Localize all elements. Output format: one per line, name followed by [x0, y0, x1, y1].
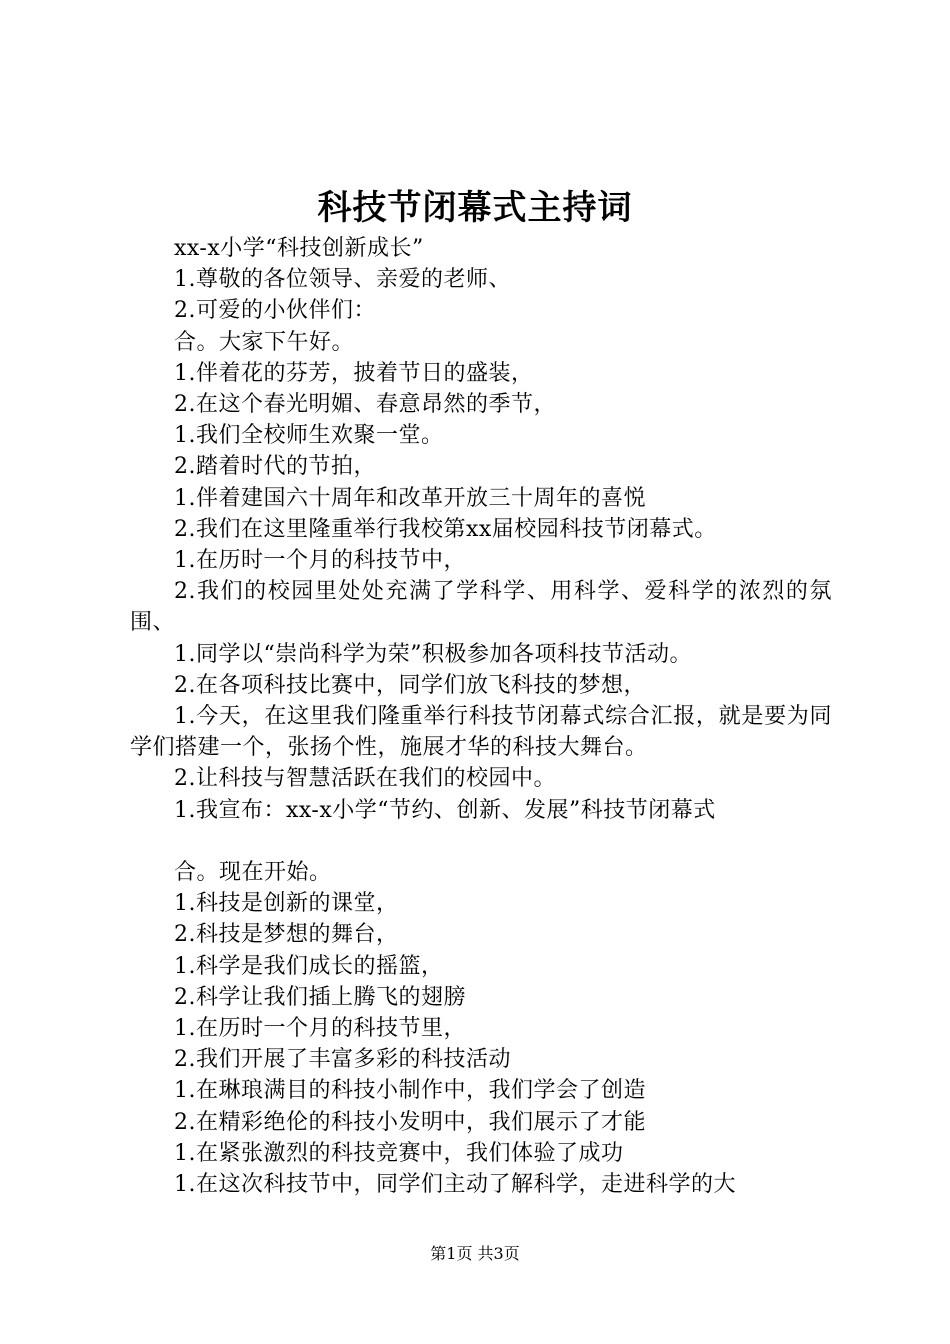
paragraph: 2.科学让我们插上腾飞的翅膀 — [174, 984, 466, 1010]
paragraph: 1.尊敬的各位领导、亲爱的老师、 — [174, 267, 511, 293]
paragraph: 1.伴着建国六十周年和改革开放三十周年的喜悦 — [174, 485, 646, 511]
paragraph: 2.我们的校园里处处充满了学科学、用科学、爱科学的浓烈的氛围、 — [130, 579, 832, 636]
paragraph: 1.科学是我们成长的摇篮， — [174, 953, 444, 979]
paragraph: 2.踏着时代的节拍， — [174, 454, 376, 480]
paragraph: 2.在精彩绝伦的科技小发明中，我们展示了才能 — [174, 1109, 646, 1135]
paragraph: 1.在历时一个月的科技节中， — [174, 548, 466, 574]
paragraph: 1.我们全校师生欢聚一堂。 — [174, 423, 444, 449]
paragraph: 1.在紧张激烈的科技竞赛中，我们体验了成功 — [174, 1140, 624, 1166]
paragraph: xx-x小学“科技创新成长” — [174, 236, 424, 261]
page-footer: 第1页 共3页 — [430, 1244, 520, 1263]
paragraph: 1.同学以“崇尚科学为荣”积极参加各项科技节活动。 — [174, 641, 692, 667]
paragraph: 合。现在开始。 — [174, 860, 332, 886]
paragraph: 1.今天，在这里我们隆重举行科技节闭幕式综合汇报，就是要为同学们搭建一个，张扬个性，施展才华的科技大舞台。 — [130, 704, 832, 761]
paragraph: 1.在这次科技节中，同学们主动了解科学，走进科学的大 — [174, 1172, 736, 1198]
paragraph: 2.我们开展了丰富多彩的科技活动 — [174, 1047, 511, 1073]
document-title: 科技节闭幕式主持词 — [317, 188, 633, 228]
paragraph: 2.我们在这里隆重举行我校第xx届校园科技节闭幕式。 — [174, 516, 717, 542]
document-body — [130, 233, 832, 1200]
paragraph: 2.科技是梦想的舞台， — [174, 922, 399, 948]
paragraph: 2.可爱的小伙伴们： — [174, 298, 376, 324]
paragraph: 2.让科技与智慧活跃在我们的校园中。 — [174, 766, 556, 792]
blank-line — [130, 826, 832, 857]
paragraph: 1.在琳琅满目的科技小制作中，我们学会了创造 — [174, 1078, 646, 1104]
paragraph: 1.我宣布：xx-x小学“节约、创新、发展”科技节闭幕式 — [174, 797, 716, 823]
paragraph: 1.科技是创新的课堂， — [174, 891, 399, 917]
paragraph: 2.在各项科技比赛中，同学们放飞科技的梦想， — [174, 672, 646, 698]
paragraph: 合。大家下午好。 — [174, 329, 355, 355]
paragraph: 1.伴着花的芬芳，披着节日的盛装， — [174, 360, 534, 386]
paragraph: 2.在这个春光明媚、春意昂然的季节， — [174, 392, 556, 418]
paragraph: 1.在历时一个月的科技节里， — [174, 1016, 466, 1042]
